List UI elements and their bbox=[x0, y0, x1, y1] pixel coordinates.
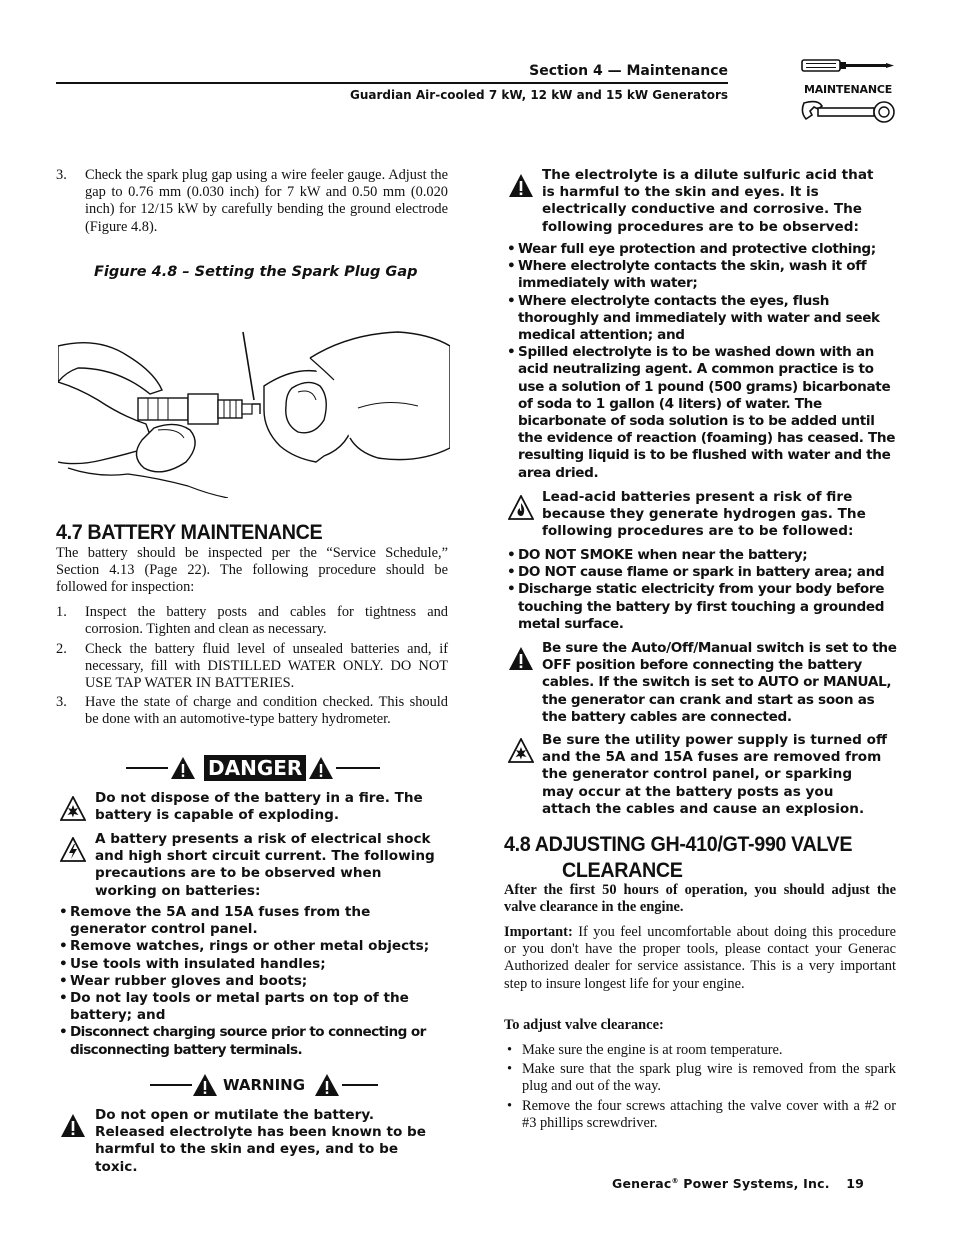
warning-triangle-icon bbox=[308, 756, 334, 780]
step-text: Check the spark plug gap using a wire feeler gauge. Adjust the gap to 0.76 mm (0.030 inch) for 7 kW and 0.50 mm (0.020 inch) for 12/15 kW by carefully bending the ground electrode (Figure 4.8). bbox=[85, 167, 448, 235]
danger-precautions-list bbox=[57, 904, 449, 1059]
registered-mark: ® bbox=[671, 1176, 679, 1185]
list-item: • Use tools with insulated handles; bbox=[57, 956, 449, 973]
warning-label: WARNING bbox=[223, 1076, 306, 1094]
section-4-8-title-cont: CLEARANCE bbox=[562, 859, 683, 882]
footer-company: Generac bbox=[612, 1176, 672, 1191]
to-adjust-heading: To adjust valve clearance: bbox=[504, 1017, 664, 1033]
explosion-hazard-icon bbox=[60, 796, 86, 822]
battery-step-3 bbox=[56, 694, 448, 728]
caution-triangle-icon bbox=[508, 173, 534, 199]
list-item: • Where electrolyte contacts the skin, wash it off immediately with water; bbox=[505, 258, 897, 292]
step-text: Check the battery fluid level of unsealed batteries and, if necessary, fill with DISTILLED WATER ONLY. DO NOT USE TAP WATER IN BATTERIES. bbox=[85, 641, 448, 692]
danger-shock-text: A battery presents a risk of electrical shock and high short circuit current. The following precautions are to be observed when working on batteries: bbox=[95, 831, 435, 899]
adjust-steps-list bbox=[504, 1042, 896, 1132]
step-number: 2. bbox=[56, 641, 67, 657]
section-4-8-title: 4.8 ADJUSTING GH-410/GT-990 VALVE bbox=[504, 833, 853, 856]
list-item: • Make sure the engine is at room temperature. bbox=[504, 1042, 896, 1059]
electric-shock-icon bbox=[60, 837, 86, 863]
danger-fire-text: Do not dispose of the battery in a fire. The battery is capable of exploding. bbox=[95, 790, 423, 824]
list-item: • Disconnect charging source prior to connecting or disconnecting battery terminals. bbox=[57, 1024, 449, 1058]
list-item: • Where electrolyte contacts the eyes, flush thoroughly and immediately with water and seek medical attention; and bbox=[505, 293, 897, 345]
step-text: Have the state of charge and condition checked. This should be done with an automotive-type battery hydrometer. bbox=[85, 694, 448, 728]
warning-triangle-icon bbox=[314, 1073, 340, 1097]
fire-warning-text: Lead-acid batteries present a risk of fire because they generate hydrogen gas. The following procedures are to be followed: bbox=[542, 489, 866, 540]
list-item: • Spilled electrolyte is to be washed down with an acid neutralizing agent. A common practice is to use a solution of 1 pound (500 grams) bicarbonate of soda to 1 gallon (4 liters) of water. The bicarbonate of soda solution is to be added until the evidence of reaction (foaming) has ceased. The resulting liquid is to be flushed with water and the area dried. bbox=[505, 344, 897, 482]
maintenance-badge bbox=[800, 55, 896, 127]
wrench-icon bbox=[800, 97, 896, 127]
battery-step-1 bbox=[56, 604, 448, 638]
danger-banner bbox=[126, 753, 382, 783]
important-paragraph bbox=[504, 924, 896, 993]
explosion-hazard-icon bbox=[508, 738, 534, 764]
header-rule bbox=[56, 82, 728, 84]
list-item: • DO NOT cause flame or spark in battery area; and bbox=[505, 564, 897, 581]
after-50-hours-text: After the first 50 hours of operation, you should adjust the valve clearance in the engine. bbox=[504, 882, 896, 916]
caution-triangle-icon bbox=[60, 1113, 86, 1139]
list-item: • Wear rubber gloves and boots; bbox=[57, 973, 449, 990]
important-text: If you feel uncomfortable about doing this procedure or you don't have the proper tools, please contact your Generac Authorized dealer for service assistance. This is a very important step to insure longest life for your engine. bbox=[504, 924, 896, 992]
list-item: • Remove the four screws attaching the valve cover with a #2 or #3 phillips screwdriver. bbox=[504, 1098, 896, 1132]
list-item: • Remove watches, rings or other metal objects; bbox=[57, 938, 449, 955]
header-subtitle: Guardian Air-cooled 7 kW, 12 kW and 15 kW Generators bbox=[349, 88, 728, 102]
list-item: • Wear full eye protection and protective clothing; bbox=[505, 241, 897, 258]
important-label: Important: bbox=[504, 924, 573, 940]
danger-label: DANGER bbox=[204, 755, 306, 781]
step-number: 1. bbox=[56, 604, 67, 620]
footer-company-rest: Power Systems, Inc. bbox=[678, 1176, 830, 1191]
list-item: • Make sure that the spark plug wire is removed from the spark plug and out of the way. bbox=[504, 1061, 896, 1095]
switch-warning-text: Be sure the Auto/Off/Manual switch is set to the OFF position before connecting the battery cables. If the switch is set to AUTO or MANUAL, the generator can crank and start as soon as the battery cables are connected. bbox=[542, 640, 897, 725]
page-number: 19 bbox=[846, 1176, 865, 1191]
fire-hazard-icon bbox=[508, 495, 534, 521]
page-footer bbox=[612, 1176, 864, 1191]
spark-plug-step bbox=[56, 167, 448, 236]
warning-triangle-icon bbox=[170, 756, 196, 780]
step-number: 3. bbox=[56, 694, 67, 710]
warning-banner bbox=[150, 1070, 378, 1100]
battery-step-2 bbox=[56, 641, 448, 693]
section-4-7-title: 4.7 BATTERY MAINTENANCE bbox=[56, 521, 323, 544]
spark-plug-figure bbox=[58, 328, 450, 498]
electrolyte-warning-text: The electrolyte is a dilute sulfuric acid that is harmful to the skin and eyes. It is electrically conductive and corrosive. The following procedures are to be observed: bbox=[542, 167, 874, 235]
header-section-title: Section 4 — Maintenance bbox=[529, 63, 728, 79]
utility-warning-text: Be sure the utility power supply is turned off and the 5A and 15A fuses are removed from the generator control panel, or sparking may occur at the battery posts as you attach the cables and cause an explosion. bbox=[542, 732, 887, 817]
battery-intro: The battery should be inspected per the “Service Schedule,” Section 4.13 (Page 22). The following procedure should be followed for inspection: bbox=[56, 545, 448, 596]
list-item: • Do not lay tools or metal parts on top of the battery; and bbox=[57, 990, 449, 1024]
warning-triangle-icon bbox=[192, 1073, 218, 1097]
step-number: 3. bbox=[56, 167, 67, 183]
screwdriver-icon bbox=[800, 55, 896, 77]
fire-precautions-list bbox=[505, 547, 897, 633]
warning-text: Do not open or mutilate the battery. Released electrolyte has been known to be harmful to the skin and eyes, and to be toxic. bbox=[95, 1107, 426, 1175]
figure-caption: Figure 4.8 – Setting the Spark Plug Gap bbox=[94, 264, 418, 280]
electrolyte-list bbox=[505, 241, 897, 482]
list-item: • Discharge static electricity from your body before touching the battery by first touching a grounded metal surface. bbox=[505, 581, 897, 633]
list-item: • Remove the 5A and 15A fuses from the generator control panel. bbox=[57, 904, 449, 938]
step-text: Inspect the battery posts and cables for tightness and corrosion. Tighten and clean as necessary. bbox=[85, 604, 448, 638]
caution-triangle-icon bbox=[508, 646, 534, 672]
maintenance-label: MAINTENANCE bbox=[803, 83, 893, 96]
list-item: • DO NOT SMOKE when near the battery; bbox=[505, 547, 897, 564]
